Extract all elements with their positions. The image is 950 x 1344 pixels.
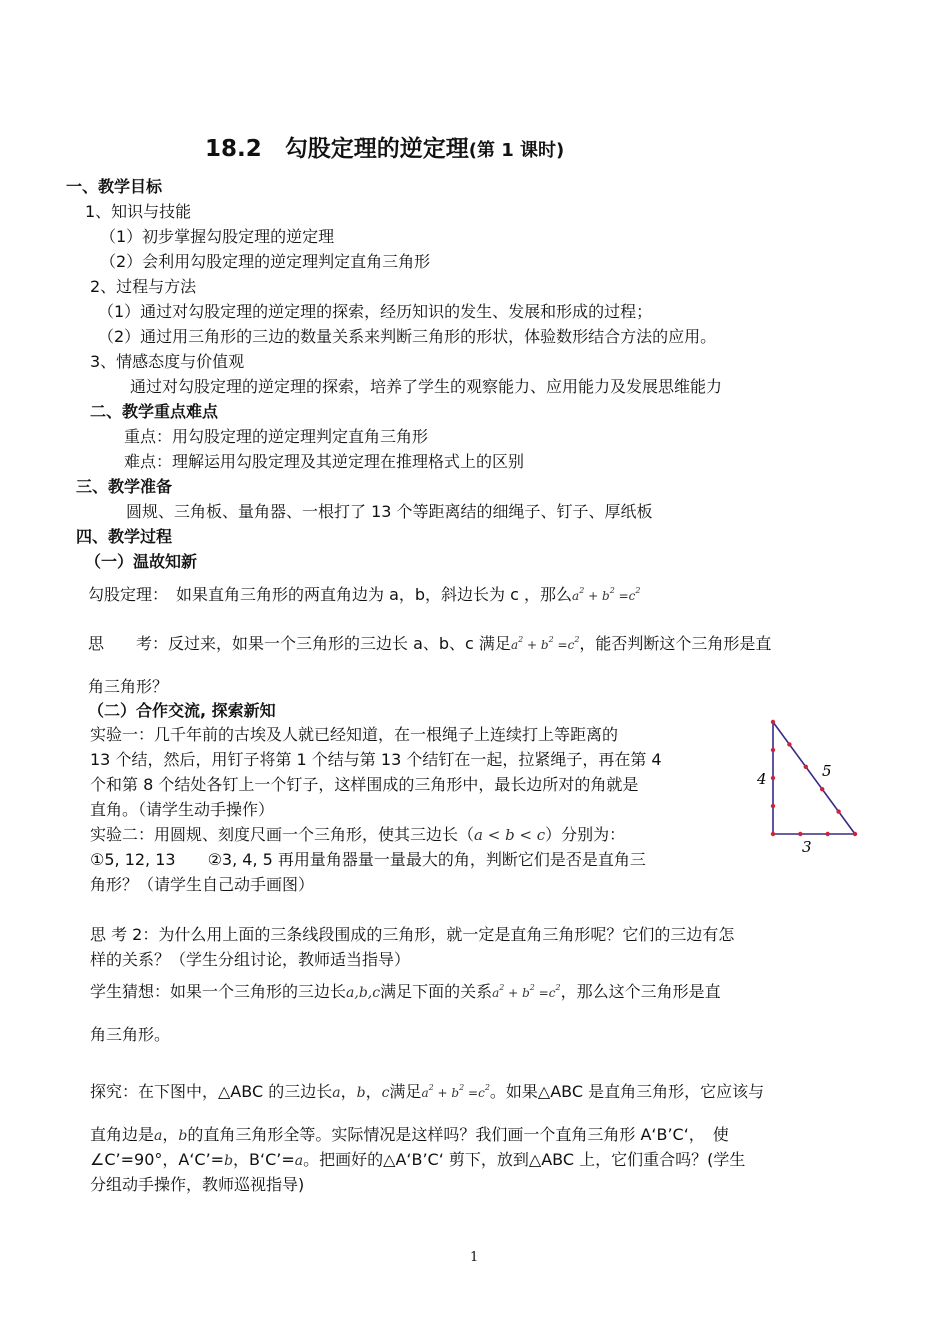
preparation-items: 圆规、三角板、量角器、一根打了 13 个等距离结的细绳子、钉子、厚纸板 (126, 502, 653, 521)
experiment2-line-1: 实验二：用圆规、刻度尺画一个三角形，使其三边长（a < b < c）分别为： (90, 825, 626, 844)
formula-a2-b2-c2: $a^2 + b^2 =c^2$ (421, 1083, 490, 1100)
knot-dot (825, 832, 829, 836)
side-label-left: 4 (757, 770, 767, 788)
knot-dot (787, 742, 791, 746)
knot-dot (771, 748, 775, 752)
explore-line-2: 直角边是a，b的直角三角形全等。实际情况是这样吗？我们画一个直角三角形 A‘B’C‘， 使 (90, 1125, 729, 1144)
formula-a2-b2-c2: $a^2 + b^2 =c^2$ (510, 635, 580, 652)
experiment1-line-1: 实验一：几千年前的古埃及人就已经知道，在一根绳子上连续打上等距离的 (90, 725, 619, 744)
title-main: 18.2 勾股定理的逆定理 (205, 136, 469, 162)
section-process-heading: 四、教学过程 (76, 527, 173, 546)
experiment1-line-2: 13 个结，然后，用钉子将第 1 个结与第 13 个结钉在一起，拉紧绳子，再在第 4 (90, 750, 662, 769)
experiment1-line-3: 个和第 8 个结处各钉上一个钉子，这样围成的三角形中，最长边所对的角就是 (90, 775, 639, 794)
formula-a2-b2-c2: $a^2 + b^2 =c^2$ (572, 586, 641, 603)
knot-dot (853, 832, 857, 836)
cooperation-heading: （二）合作交流, 探索新知 (88, 701, 276, 720)
guess-line: 学生猜想：如果一个三角形的三边长a,b,c满足下面的关系$a^2 + b^2 =c^2$，那么这个三角形是直 (90, 982, 721, 1001)
emotion-item: 通过对勾股定理的逆定理的探索，培养了学生的观察能力、应用能力及发展思维能力 (130, 377, 723, 396)
section-keypoints-heading: 二、教学重点难点 (90, 402, 219, 421)
page-title (205, 132, 564, 168)
key-point: 重点：用勾股定理的逆定理判定直角三角形 (124, 427, 429, 446)
knot-dot (798, 832, 802, 836)
emotion-heading: 3、情感态度与价值观 (90, 352, 245, 371)
page-number: 1 (470, 1250, 479, 1265)
title-sub: (第 1 课时) (468, 140, 565, 161)
knowledge-heading: 1、知识与技能 (85, 202, 192, 221)
triangle-3-4-5-figure (745, 712, 870, 857)
vars-abc: a,b,c (346, 985, 381, 1001)
knot-dot (771, 776, 775, 780)
review-heading: （一）温故知新 (85, 552, 198, 571)
explore-line-1: 探究：在下图中，△ABC 的三边长a，b，c满足$a^2 + b^2 =c^2$。如果△ABC 是直角三角形，它应该与 (90, 1082, 765, 1101)
knot-dot (771, 804, 775, 808)
knot-dot (836, 809, 840, 813)
section-preparation-heading: 三、教学准备 (76, 477, 173, 496)
knot-dot (820, 787, 824, 791)
side-label-hypotenuse: 5 (822, 762, 832, 780)
inequality-abc: a < b < c (474, 826, 546, 844)
experiment1-line-4: 直角。（请学生动手操作） (90, 800, 275, 819)
difficult-point: 难点：理解运用勾股定理及其逆定理在推理格式上的区别 (124, 452, 525, 471)
knot-dot (771, 720, 775, 724)
knot-dot (804, 765, 808, 769)
explore-line-3: ∠C’=90°，A‘C’=b，B‘C’=a。把画好的△A‘B’C‘ 剪下，放到△ABC 上，它们重合吗？(学生 (90, 1150, 746, 1169)
pythagorean-theorem-line: 勾股定理： 如果直角三角形的两直角边为 a，b，斜边长为 c ，那么$a^2 + b^2 =c^2$ (88, 585, 641, 604)
knowledge-item-2: （2）会利用勾股定理的逆定理判定直角三角形 (100, 252, 431, 271)
formula-a2-b2-c2: $a^2 + b^2 =c^2$ (492, 983, 561, 1000)
process-item-2: （2）通过用三角形的三边的数量关系来判断三角形的形状，体验数形结合方法的应用。 (98, 327, 717, 346)
knowledge-item-1: （1）初步掌握勾股定理的逆定理 (100, 227, 335, 246)
triangle-shape (773, 722, 855, 834)
section-objectives-heading: 一、教学目标 (66, 177, 163, 196)
think1-line: 思 考：反过来，如果一个三角形的三边长 a、b、c 满足$a^2 + b^2 =c^2$，能否判断这个三角形是直 (88, 634, 772, 653)
think2-line-2: 样的关系？（学生分组讨论，教师适当指导） (90, 950, 411, 969)
knot-dot (771, 832, 775, 836)
side-label-bottom: 3 (802, 838, 812, 856)
experiment2-line-3: 角形？（请学生自己动手画图） (90, 875, 315, 894)
guess-line-2: 角三角形。 (90, 1025, 171, 1044)
explore-line-4: 分组动手操作，教师巡视指导) (90, 1175, 305, 1194)
experiment2-line-2: ①5, 12, 13 ②3, 4, 5 再用量角器量一量最大的角，判断它们是否是直角三 (90, 850, 646, 869)
process-item-1: （1）通过对勾股定理的逆定理的探索，经历知识的发生、发展和形成的过程； (98, 302, 653, 321)
think1-line-2: 角三角形？ (88, 677, 169, 696)
think2-line-1: 思 考 2：为什么用上面的三条线段围成的三角形，就一定是直角三角形呢？它们的三边有怎 (90, 925, 735, 944)
process-heading: 2、过程与方法 (90, 277, 197, 296)
